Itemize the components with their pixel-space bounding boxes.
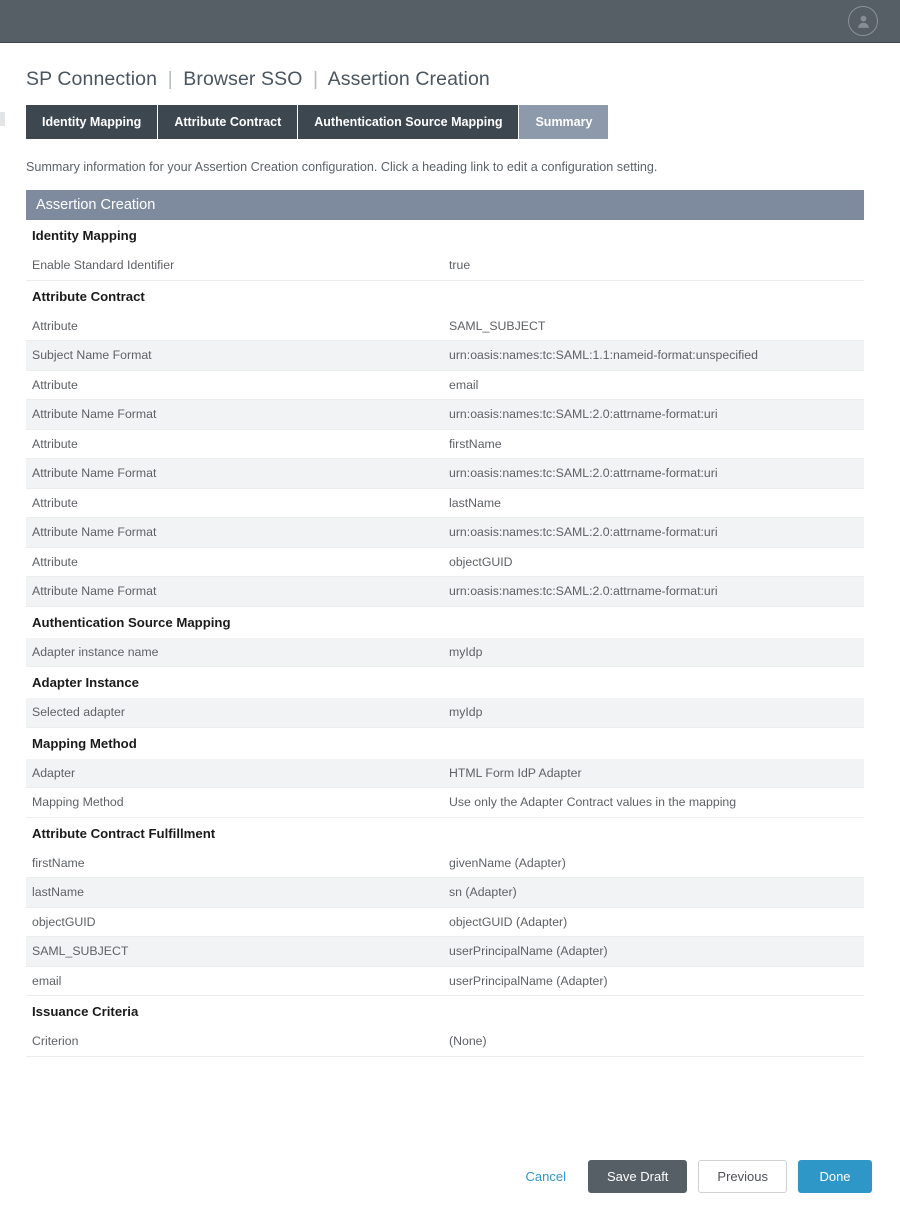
user-icon: [855, 13, 872, 30]
summary-row-label: email: [32, 973, 62, 988]
summary-row: [26, 548, 864, 578]
summary-row-value: HTML Form IdP Adapter: [449, 765, 582, 780]
done-button[interactable]: Done: [798, 1160, 872, 1193]
summary-row-label: Attribute: [32, 318, 78, 333]
summary-row: [26, 698, 864, 728]
section-heading[interactable]: Attribute Contract: [26, 281, 864, 312]
previous-button[interactable]: Previous: [698, 1160, 787, 1193]
section-heading[interactable]: Identity Mapping: [26, 220, 864, 251]
breadcrumb-browser-sso[interactable]: Browser SSO: [183, 68, 303, 90]
footer-actions: [0, 1160, 900, 1193]
section-heading[interactable]: Attribute Contract Fulfillment: [26, 818, 864, 849]
summary-row: [26, 400, 864, 430]
section-heading[interactable]: Issuance Criteria: [26, 996, 864, 1027]
summary-row: [26, 759, 864, 789]
summary-row-label: Adapter instance name: [32, 644, 159, 659]
summary-row-label: firstName: [32, 855, 85, 870]
summary-row-value: objectGUID: [449, 554, 513, 569]
page-content: [0, 43, 900, 1057]
tab-identity-mapping[interactable]: Identity Mapping: [26, 105, 158, 139]
summary-row: [26, 878, 864, 908]
summary-row-label: SAML_SUBJECT: [32, 944, 129, 959]
cancel-button[interactable]: Cancel: [525, 1169, 566, 1184]
summary-row: [26, 251, 864, 281]
summary-row-label: Enable Standard Identifier: [32, 258, 175, 273]
section-heading[interactable]: Mapping Method: [26, 728, 864, 759]
tab-attribute-contract[interactable]: Attribute Contract: [158, 105, 298, 139]
summary-row-label: Attribute Name Format: [32, 466, 157, 481]
save-draft-button[interactable]: Save Draft: [588, 1160, 687, 1193]
summary-row: [26, 1027, 864, 1057]
summary-panel: [26, 190, 864, 1057]
summary-row-value: myIdp: [449, 705, 483, 720]
summary-row: [26, 937, 864, 967]
summary-row: [26, 312, 864, 342]
summary-row-value: userPrincipalName (Adapter): [449, 973, 608, 988]
tab-bar: [26, 105, 900, 139]
summary-banner[interactable]: Assertion Creation: [26, 190, 864, 220]
summary-row-value: true: [449, 258, 471, 273]
summary-row: [26, 967, 864, 997]
summary-row-value: lastName: [449, 495, 501, 510]
summary-row-value: (None): [449, 1034, 487, 1049]
summary-row-label: Attribute: [32, 377, 78, 392]
summary-row-label: Subject Name Format: [32, 348, 152, 363]
summary-row-value: urn:oasis:names:tc:SAML:2.0:attrname-format:uri: [449, 584, 718, 599]
breadcrumb-separator-2: |: [313, 68, 319, 90]
summary-row-value: sn (Adapter): [449, 885, 517, 900]
summary-row-value: urn:oasis:names:tc:SAML:2.0:attrname-format:uri: [449, 407, 718, 422]
summary-row-value: urn:oasis:names:tc:SAML:2.0:attrname-format:uri: [449, 466, 718, 481]
summary-row: [26, 489, 864, 519]
summary-row-label: Selected adapter: [32, 705, 125, 720]
summary-row: [26, 908, 864, 938]
summary-row-label: Criterion: [32, 1034, 79, 1049]
summary-row-label: Attribute Name Format: [32, 525, 157, 540]
summary-row-value: givenName (Adapter): [449, 855, 566, 870]
summary-row-label: Attribute: [32, 495, 78, 510]
summary-row-value: Use only the Adapter Contract values in the mapping: [449, 795, 737, 810]
summary-row-value: firstName: [449, 436, 502, 451]
summary-row: [26, 577, 864, 607]
breadcrumb-assertion-creation[interactable]: Assertion Creation: [327, 68, 490, 90]
summary-row: [26, 638, 864, 668]
summary-row-label: Attribute: [32, 554, 78, 569]
summary-row-value: userPrincipalName (Adapter): [449, 944, 608, 959]
tab-authentication-source-mapping[interactable]: Authentication Source Mapping: [298, 105, 519, 139]
summary-row-label: Attribute Name Format: [32, 584, 157, 599]
summary-row-label: objectGUID: [32, 914, 96, 929]
summary-row-value: urn:oasis:names:tc:SAML:1.1:nameid-format:unspecified: [449, 348, 758, 363]
summary-row-value: myIdp: [449, 644, 483, 659]
summary-row-label: Mapping Method: [32, 795, 124, 810]
summary-row: [26, 518, 864, 548]
intro-text: Summary information for your Assertion Creation configuration. Click a heading link to edit a configuration setting.: [26, 160, 658, 174]
tab-summary[interactable]: Summary: [519, 105, 608, 139]
summary-row: [26, 430, 864, 460]
summary-row-label: Attribute Name Format: [32, 407, 157, 422]
section-heading[interactable]: Authentication Source Mapping: [26, 607, 864, 638]
breadcrumb-sp-connection[interactable]: SP Connection: [26, 68, 158, 90]
summary-row: [26, 341, 864, 371]
summary-row-label: Attribute: [32, 436, 78, 451]
section-heading[interactable]: Adapter Instance: [26, 667, 864, 698]
summary-row-label: Adapter: [32, 765, 76, 780]
summary-row: [26, 849, 864, 879]
breadcrumb-separator-1: |: [167, 68, 173, 90]
summary-row-value: objectGUID (Adapter): [449, 914, 568, 929]
summary-row-value: SAML_SUBJECT: [449, 318, 546, 333]
summary-row: [26, 788, 864, 818]
summary-row: [26, 371, 864, 401]
breadcrumb: [26, 68, 900, 91]
top-bar: [0, 0, 900, 43]
avatar[interactable]: [848, 6, 878, 36]
summary-row-label: lastName: [32, 885, 84, 900]
summary-rows: [26, 220, 864, 1057]
summary-row-value: urn:oasis:names:tc:SAML:2.0:attrname-format:uri: [449, 525, 718, 540]
summary-row-value: email: [449, 377, 479, 392]
summary-row: [26, 459, 864, 489]
